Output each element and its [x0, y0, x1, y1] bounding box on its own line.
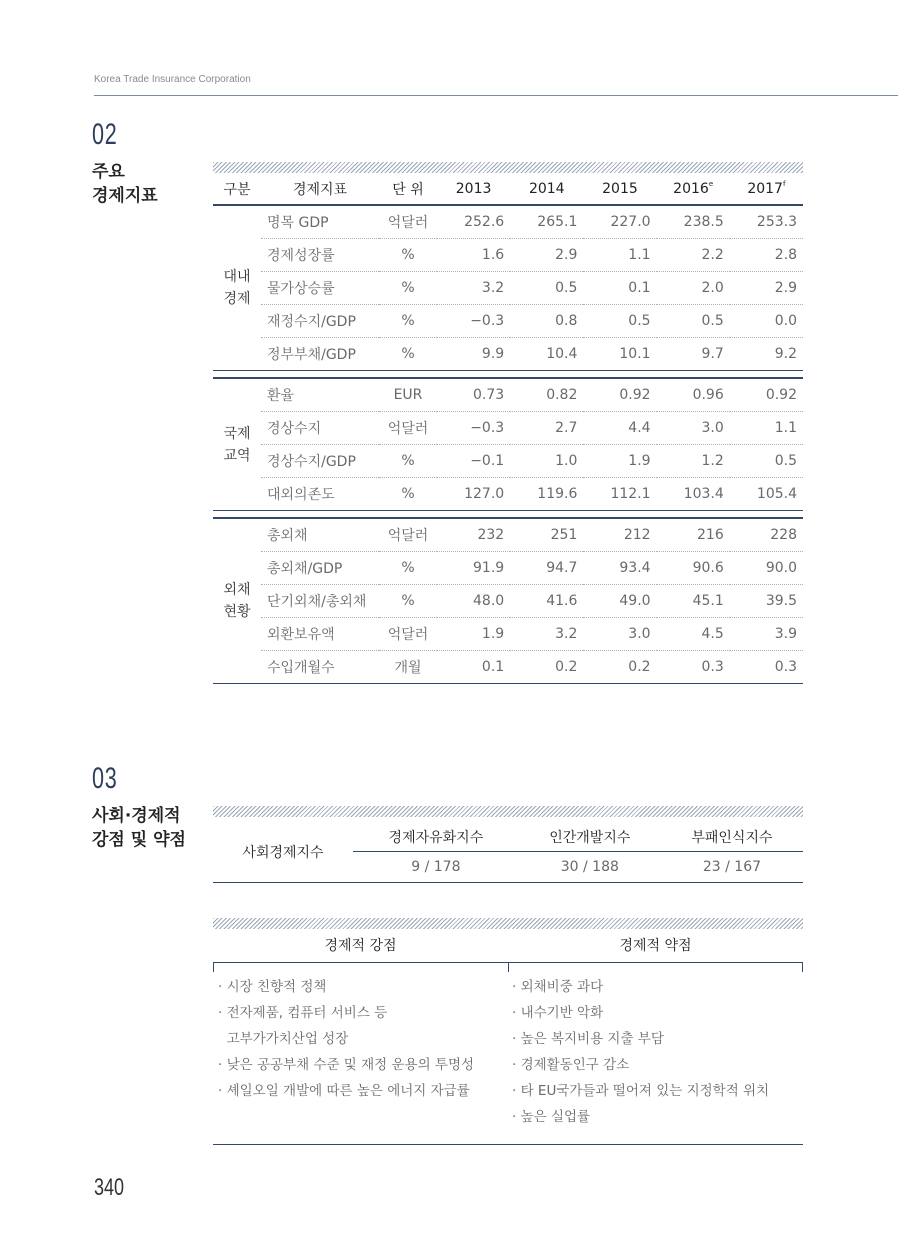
- strength-item: · 셰일오일 개발에 따른 높은 에너지 자급률: [218, 1083, 470, 1099]
- indicator-value: 0.5: [657, 305, 730, 338]
- indicator-value: 212: [583, 519, 656, 552]
- indicator-name: 재정수지/GDP: [261, 305, 379, 338]
- group-label: 외채 현황: [213, 519, 261, 684]
- strength-item: · 시장 친향적 정책: [218, 979, 327, 995]
- indicator-name: 정부부채/GDP: [261, 338, 379, 371]
- social-index-row-label: 사회경제지수: [242, 845, 324, 861]
- indicator-value: 2.9: [510, 239, 583, 272]
- section-3-title: [92, 804, 186, 852]
- section-3-number: 03: [92, 762, 118, 795]
- indicator-unit: %: [379, 239, 437, 272]
- indicator-value: 94.7: [510, 552, 583, 585]
- indicator-value: 0.73: [437, 379, 510, 412]
- indicator-value: 0.3: [657, 651, 730, 684]
- indicator-value: 119.6: [510, 478, 583, 511]
- table-row: [213, 205, 803, 239]
- indicator-unit: %: [379, 585, 437, 618]
- table-row: [213, 272, 803, 305]
- indicator-unit: %: [379, 305, 437, 338]
- indicator-value: 9.7: [657, 338, 730, 371]
- sw-tick-left: [213, 962, 214, 972]
- indicator-unit: %: [379, 445, 437, 478]
- indicator-value: 227.0: [583, 205, 656, 239]
- section-2-title-line1: 주요: [92, 162, 125, 182]
- indicator-value: 253.3: [730, 205, 803, 239]
- section-2-title: [92, 160, 158, 208]
- indicator-value: 90.0: [730, 552, 803, 585]
- weakness-item: · 높은 복지비용 지출 부담: [512, 1031, 664, 1047]
- strength-item: 고부가가치산업 성장: [218, 1031, 349, 1047]
- indicator-value: 3.0: [657, 412, 730, 445]
- indicator-value: 0.0: [730, 305, 803, 338]
- table-row: [213, 305, 803, 338]
- indicator-name: 총외채: [261, 519, 379, 552]
- indicator-value: 0.1: [437, 651, 510, 684]
- indicator-name: 환율: [261, 379, 379, 412]
- strengths-weaknesses-header: [213, 930, 803, 963]
- indicators-header-row: [213, 174, 803, 205]
- sw-tick-right: [802, 962, 803, 972]
- indicator-value: 1.9: [437, 618, 510, 651]
- indicator-value: 2.7: [510, 412, 583, 445]
- indicator-value: 0.2: [583, 651, 656, 684]
- table-row: [213, 338, 803, 371]
- col-header-2016: 2016e: [673, 180, 714, 197]
- indicator-name: 단기외채/총외채: [261, 585, 379, 618]
- indicator-unit: %: [379, 338, 437, 371]
- indicator-value: 265.1: [510, 205, 583, 239]
- col-header-category: 구분: [223, 182, 251, 198]
- indicator-value: 49.0: [583, 585, 656, 618]
- indicator-value: 228: [730, 519, 803, 552]
- indicator-value: 3.2: [510, 618, 583, 651]
- indicator-name: 대외의존도: [261, 478, 379, 511]
- col-header-2015: 2015: [602, 181, 638, 197]
- page-number: 340: [94, 1174, 125, 1201]
- indicator-value: 9.2: [730, 338, 803, 371]
- table-row: [213, 651, 803, 684]
- indicator-value: 91.9: [437, 552, 510, 585]
- social-table-bottom-rule: [213, 882, 803, 883]
- indicator-value: 0.92: [730, 379, 803, 412]
- economic-freedom-value: 9 / 178: [411, 859, 461, 875]
- indicator-value: 41.6: [510, 585, 583, 618]
- table-row: [213, 478, 803, 511]
- indicator-name: 경상수지: [261, 412, 379, 445]
- indicator-value: 2.9: [730, 272, 803, 305]
- indicator-name: 경제성장률: [261, 239, 379, 272]
- indicator-value: 127.0: [437, 478, 510, 511]
- table-row: [213, 445, 803, 478]
- indicator-value: 0.1: [583, 272, 656, 305]
- table-row: [213, 618, 803, 651]
- social-economic-index-table: [213, 822, 803, 882]
- economic-indicators-table: [213, 174, 803, 684]
- human-development-value: 30 / 188: [560, 859, 619, 875]
- indicator-value: 2.8: [730, 239, 803, 272]
- weakness-item: · 내수기반 악화: [512, 1005, 604, 1021]
- indicator-value: 0.8: [510, 305, 583, 338]
- indicator-value: 0.5: [583, 305, 656, 338]
- group-label: 국제 교역: [213, 379, 261, 511]
- col-header-2013: 2013: [455, 181, 492, 197]
- col-header-corruption-perception: 부패인식지수: [661, 822, 803, 852]
- indicator-value: 0.92: [583, 379, 656, 412]
- indicator-unit: 억달러: [379, 412, 437, 445]
- indicator-value: 0.5: [730, 445, 803, 478]
- indicator-value: 1.2: [657, 445, 730, 478]
- indicator-value: 0.3: [730, 651, 803, 684]
- indicator-value: 105.4: [730, 478, 803, 511]
- section-2-hatch-bar: [213, 162, 803, 173]
- weakness-title: 경제적 약점: [619, 938, 692, 954]
- header-divider: [94, 95, 898, 96]
- indicator-unit: 억달러: [379, 205, 437, 239]
- indicator-value: 3.0: [583, 618, 656, 651]
- indicator-unit: %: [379, 552, 437, 585]
- header-org-name: Korea Trade Insurance Corporation: [94, 74, 251, 85]
- indicator-value: −0.1: [437, 445, 510, 478]
- strength-list: [218, 974, 474, 1104]
- indicator-value: 10.1: [583, 338, 656, 371]
- indicator-value: 0.2: [510, 651, 583, 684]
- indicator-name: 경상수지/GDP: [261, 445, 379, 478]
- table-row: [213, 552, 803, 585]
- indicator-value: 45.1: [657, 585, 730, 618]
- sw-bottom-rule: [213, 1144, 803, 1145]
- indicator-value: 0.82: [510, 379, 583, 412]
- sw-hatch-bar: [213, 918, 803, 929]
- section-2-title-line2: 경제지표: [92, 186, 158, 206]
- table-row: [213, 585, 803, 618]
- col-header-human-development: 인간개발지수: [519, 822, 661, 852]
- table-row: [213, 412, 803, 445]
- indicator-value: 1.0: [510, 445, 583, 478]
- indicator-value: 2.0: [657, 272, 730, 305]
- indicator-value: 0.96: [657, 379, 730, 412]
- indicator-value: 10.4: [510, 338, 583, 371]
- indicator-value: 1.6: [437, 239, 510, 272]
- indicator-value: 4.4: [583, 412, 656, 445]
- weakness-item: · 높은 실업률: [512, 1109, 591, 1125]
- weakness-item: · 경제활동인구 감소: [512, 1057, 630, 1073]
- indicator-value: 1.1: [730, 412, 803, 445]
- col-header-2014: 2014: [528, 181, 565, 197]
- strength-item: · 전자제품, 컴퓨터 서비스 등: [218, 1005, 388, 1021]
- strength-item: · 낮은 공공부채 수준 및 재정 운용의 투명성: [218, 1057, 475, 1073]
- indicator-value: 251: [510, 519, 583, 552]
- indicator-value: 93.4: [583, 552, 656, 585]
- corruption-perception-value: 23 / 167: [702, 859, 762, 875]
- indicator-name: 외환보유액: [261, 618, 379, 651]
- indicator-name: 수입개월수: [261, 651, 379, 684]
- indicator-value: 252.6: [437, 205, 510, 239]
- weakness-list: [512, 974, 769, 1130]
- sup-forecast: f: [782, 180, 786, 188]
- indicator-value: 238.5: [657, 205, 730, 239]
- indicator-value: −0.3: [437, 305, 510, 338]
- table-row: [213, 239, 803, 272]
- indicator-name: 물가상승률: [261, 272, 379, 305]
- indicator-value: 39.5: [730, 585, 803, 618]
- indicator-name: 명목 GDP: [261, 205, 379, 239]
- indicator-name: 총외채/GDP: [261, 552, 379, 585]
- section-2-number: 02: [92, 118, 118, 151]
- col-header-unit: 단 위: [392, 182, 424, 198]
- group-label: 대내 경제: [213, 205, 261, 371]
- sw-tick-middle: [508, 962, 509, 972]
- indicator-value: 9.9: [437, 338, 510, 371]
- indicator-unit: 억달러: [379, 618, 437, 651]
- section-3-title-line1: 사회·경제적: [92, 806, 181, 826]
- indicator-value: 2.2: [657, 239, 730, 272]
- indicator-value: 0.5: [510, 272, 583, 305]
- indicator-unit: 억달러: [379, 519, 437, 552]
- indicator-value: 48.0: [437, 585, 510, 618]
- indicator-value: 103.4: [657, 478, 730, 511]
- indicator-value: 1.1: [583, 239, 656, 272]
- weakness-item: · 타 EU국가들과 떨어져 있는 지정학적 위치: [512, 1083, 770, 1099]
- table-row: [213, 519, 803, 552]
- indicator-value: 3.2: [437, 272, 510, 305]
- indicator-value: 90.6: [657, 552, 730, 585]
- sup-estimate: e: [708, 180, 714, 188]
- strength-title: 경제적 강점: [324, 938, 397, 954]
- indicator-value: 1.9: [583, 445, 656, 478]
- indicator-unit: 개월: [379, 651, 437, 684]
- weakness-item: · 외채비중 과다: [512, 979, 604, 995]
- col-header-economic-freedom: 경제자유화지수: [353, 822, 519, 852]
- indicator-value: 216: [657, 519, 730, 552]
- indicator-value: −0.3: [437, 412, 510, 445]
- col-header-2017: 2017$^f$: [747, 180, 786, 197]
- indicator-value: 232: [437, 519, 510, 552]
- indicator-value: 112.1: [583, 478, 656, 511]
- indicator-unit: EUR: [379, 379, 437, 412]
- col-header-indicator: 경제지표: [292, 182, 348, 198]
- table-row: [213, 379, 803, 412]
- section-3-hatch-bar: [213, 806, 803, 817]
- indicator-value: 3.9: [730, 618, 803, 651]
- indicator-unit: %: [379, 272, 437, 305]
- indicator-unit: %: [379, 478, 437, 511]
- indicator-value: 4.5: [657, 618, 730, 651]
- section-3-title-line2: 강점 및 약점: [92, 830, 186, 850]
